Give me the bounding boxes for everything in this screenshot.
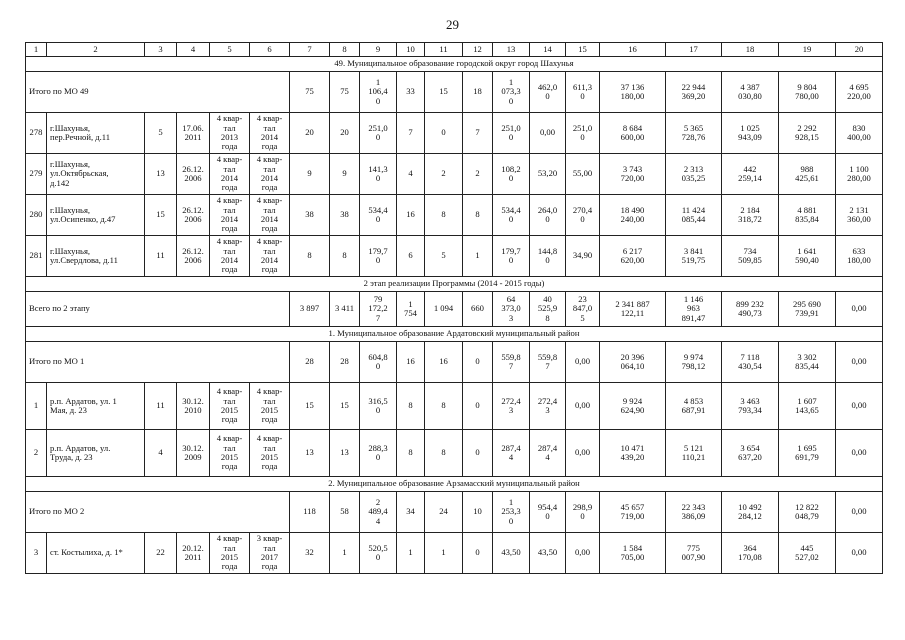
total-value: 45 657 719,00 [600,492,666,533]
data-cell: 20 [330,113,360,154]
data-cell: 270,4 0 [566,195,600,236]
total-row [26,292,883,327]
data-cell: 1 695 691,79 [779,430,836,477]
data-cell: 3 743 720,00 [600,154,666,195]
total-value: 295 690 739,91 [779,292,836,327]
column-number-cell: 12 [463,43,493,57]
total-value: 22 343 386,09 [666,492,722,533]
total-value: 559,8 7 [530,342,566,383]
total-label: Итого по МО 2 [26,492,290,533]
data-cell: 1 607 143,65 [779,383,836,430]
total-value: 3 411 [330,292,360,327]
data-cell: 4 квар- тал 2015 года [210,430,250,477]
data-cell: 2 292 928,15 [779,113,836,154]
data-cell: 4 881 835,84 [779,195,836,236]
data-cell: 830 400,00 [836,113,883,154]
total-value: 3 302 835,44 [779,342,836,383]
data-cell: 30.12. 2010 [177,383,210,430]
data-cell: 287,4 4 [530,430,566,477]
total-value: 0 [463,342,493,383]
data-cell: 0,00 [566,533,600,574]
data-cell: 3 841 519,75 [666,236,722,277]
total-value: 18 [463,72,493,113]
column-number-row [26,43,883,57]
row-number: 1 [26,383,47,430]
table-row [26,113,883,154]
total-value: 9 804 780,00 [779,72,836,113]
total-value: 24 [425,492,463,533]
column-number-cell: 3 [145,43,177,57]
data-cell: 0,00 [836,383,883,430]
row-number: 281 [26,236,47,277]
data-cell: 16 [397,195,425,236]
data-cell: 251,0 0 [360,113,397,154]
data-cell: 272,4 3 [493,383,530,430]
total-value: 604,8 0 [360,342,397,383]
data-cell: 8 [397,430,425,477]
data-cell: 17.06. 2011 [177,113,210,154]
total-value: 0,00 [566,342,600,383]
data-cell: 13 [145,154,177,195]
section-title-row [26,277,883,292]
table-row [26,154,883,195]
data-cell: 179,7 0 [360,236,397,277]
column-number-cell: 18 [722,43,779,57]
total-value: 0,00 [836,342,883,383]
data-cell: 5 121 110,21 [666,430,722,477]
total-value: 28 [330,342,360,383]
data-cell: 10 471 439,20 [600,430,666,477]
total-value: 33 [397,72,425,113]
table-row [26,533,883,574]
column-number-cell: 15 [566,43,600,57]
data-cell: 9 [290,154,330,195]
data-cell: 4 квар- тал 2015 года [250,430,290,477]
total-row [26,342,883,383]
address-cell: г.Шахунья, пер.Речной, д.11 [47,113,145,154]
data-cell: 43,50 [493,533,530,574]
data-cell: 26.12. 2006 [177,154,210,195]
table-row [26,430,883,477]
total-value: 75 [290,72,330,113]
column-number-cell: 2 [47,43,145,57]
address-cell: г.Шахунья, ул.Свердлова, д.11 [47,236,145,277]
column-number-cell: 16 [600,43,666,57]
total-label: Итого по МО 1 [26,342,290,383]
total-value: 462,0 0 [530,72,566,113]
data-cell: 141,3 0 [360,154,397,195]
column-number-cell: 14 [530,43,566,57]
column-number-cell: 6 [250,43,290,57]
data-cell: 4 квар- тал 2013 года [210,113,250,154]
section-title: 2. Муниципальное образование Арзамасский муниципальный район [26,477,883,492]
data-cell: 534,4 0 [493,195,530,236]
housing-program-table [25,42,883,574]
data-cell: 0 [463,383,493,430]
data-cell: 38 [290,195,330,236]
section-title: 2 этап реализации Программы (2014 - 2015 годы) [26,277,883,292]
total-value: 9 974 798,12 [666,342,722,383]
data-cell: 445 527,02 [779,533,836,574]
data-cell: 15 [290,383,330,430]
data-cell: 8 [397,383,425,430]
total-value: 2 341 887 122,11 [600,292,666,327]
data-cell: 26.12. 2006 [177,236,210,277]
total-value: 0,00 [836,292,883,327]
data-cell: 520,5 0 [360,533,397,574]
total-value: 28 [290,342,330,383]
data-cell: 3 654 637,20 [722,430,779,477]
data-cell: 15 [145,195,177,236]
table-row [26,195,883,236]
address-cell: р.п. Ардатов, ул. 1 Мая, д. 23 [47,383,145,430]
total-value: 10 [463,492,493,533]
total-value: 559,8 7 [493,342,530,383]
column-number-cell: 11 [425,43,463,57]
data-cell: 3 463 793,34 [722,383,779,430]
data-cell: 534,4 0 [360,195,397,236]
data-cell: 1 [330,533,360,574]
data-cell: 8 [290,236,330,277]
page-number: 29 [446,17,459,32]
column-number-cell: 10 [397,43,425,57]
total-value: 75 [330,72,360,113]
column-number-cell: 1 [26,43,47,57]
table-row [26,236,883,277]
column-number-cell: 20 [836,43,883,57]
data-cell: 26.12. 2006 [177,195,210,236]
section-title-row [26,327,883,342]
total-value: 611,3 0 [566,72,600,113]
data-cell: 364 170,08 [722,533,779,574]
total-value: 3 897 [290,292,330,327]
data-cell: 108,2 0 [493,154,530,195]
data-cell: 8 [425,195,463,236]
total-value: 10 492 284,12 [722,492,779,533]
total-value: 954,4 0 [530,492,566,533]
data-cell: 4 квар- тал 2014 года [210,236,250,277]
data-cell: 2 184 318,72 [722,195,779,236]
data-cell: 0,00 [566,383,600,430]
total-value: 34 [397,492,425,533]
table-row [26,383,883,430]
row-number: 278 [26,113,47,154]
data-cell: 4 квар- тал 2015 года [210,533,250,574]
data-cell: 55,00 [566,154,600,195]
data-cell: 20 [290,113,330,154]
total-value: 58 [330,492,360,533]
total-value: 1 094 [425,292,463,327]
data-cell: 8 684 600,00 [600,113,666,154]
total-value: 1 073,3 0 [493,72,530,113]
data-cell: 442 259,14 [722,154,779,195]
data-cell: 43,50 [530,533,566,574]
total-value: 7 118 430,54 [722,342,779,383]
total-value: 40 525,9 8 [530,292,566,327]
data-cell: 4 квар- тал 2014 года [210,154,250,195]
address-cell: г.Шахунья, ул.Октябрьская, д.142 [47,154,145,195]
total-value: 1 146 963 891,47 [666,292,722,327]
data-cell: 4 квар- тал 2015 года [210,383,250,430]
data-cell: 0 [463,533,493,574]
total-row [26,72,883,113]
data-cell: 264,0 0 [530,195,566,236]
column-number-cell: 9 [360,43,397,57]
total-value: 0,00 [836,492,883,533]
data-cell: 5 [145,113,177,154]
data-cell: 11 424 085,44 [666,195,722,236]
data-cell: 5 365 728,76 [666,113,722,154]
data-cell: 13 [290,430,330,477]
data-cell: 11 [145,383,177,430]
column-number-cell: 5 [210,43,250,57]
row-number: 280 [26,195,47,236]
data-cell: 1 [397,533,425,574]
data-cell: 13 [330,430,360,477]
total-value: 660 [463,292,493,327]
address-cell: г.Шахунья, ул.Осипенко, д.47 [47,195,145,236]
data-cell: 988 425,61 [779,154,836,195]
data-cell: 2 131 360,00 [836,195,883,236]
data-cell: 1 [425,533,463,574]
data-cell: 0,00 [836,533,883,574]
data-cell: 2 313 035,25 [666,154,722,195]
data-cell: 1 641 590,40 [779,236,836,277]
column-number-cell: 19 [779,43,836,57]
column-number-cell: 13 [493,43,530,57]
data-cell: 316,5 0 [360,383,397,430]
data-cell: 4 квар- тал 2014 года [250,154,290,195]
total-value: 1 253,3 0 [493,492,530,533]
column-number-cell: 7 [290,43,330,57]
total-value: 1 106,4 0 [360,72,397,113]
data-cell: 4 квар- тал 2015 года [250,383,290,430]
data-cell: 0,00 [566,430,600,477]
data-cell: 30.12. 2009 [177,430,210,477]
data-cell: 2 [425,154,463,195]
data-cell: 1 [463,236,493,277]
total-value: 64 373,0 3 [493,292,530,327]
data-cell: 8 [425,383,463,430]
total-row [26,492,883,533]
column-number-cell: 8 [330,43,360,57]
data-cell: 0 [425,113,463,154]
data-cell: 11 [145,236,177,277]
data-cell: 251,0 0 [566,113,600,154]
data-cell: 6 [397,236,425,277]
data-cell: 775 007,90 [666,533,722,574]
total-value: 16 [425,342,463,383]
data-cell: 1 100 280,00 [836,154,883,195]
data-cell: 272,4 3 [530,383,566,430]
data-cell: 1 584 705,00 [600,533,666,574]
total-value: 298,9 0 [566,492,600,533]
section-title-row [26,57,883,72]
column-number-cell: 4 [177,43,210,57]
address-cell: ст. Костылиха, д. 1* [47,533,145,574]
section-title: 1. Муниципальное образование Ардатовский муниципальный район [26,327,883,342]
data-cell: 0,00 [530,113,566,154]
data-cell: 15 [330,383,360,430]
total-value: 1 754 [397,292,425,327]
data-cell: 4 [145,430,177,477]
data-cell: 734 509,85 [722,236,779,277]
total-value: 79 172,2 7 [360,292,397,327]
data-cell: 251,0 0 [493,113,530,154]
total-value: 16 [397,342,425,383]
total-value: 118 [290,492,330,533]
total-value: 12 822 048,79 [779,492,836,533]
total-value: 899 232 490,73 [722,292,779,327]
total-value: 4 387 030,80 [722,72,779,113]
data-cell: 32 [290,533,330,574]
data-cell: 4 квар- тал 2014 года [210,195,250,236]
total-value: 2 489,4 4 [360,492,397,533]
total-value: 37 136 180,00 [600,72,666,113]
data-cell: 4 квар- тал 2014 года [250,236,290,277]
data-cell: 633 180,00 [836,236,883,277]
row-number: 2 [26,430,47,477]
column-number-cell: 17 [666,43,722,57]
data-cell: 7 [463,113,493,154]
data-cell: 9 924 624,90 [600,383,666,430]
data-cell: 34,90 [566,236,600,277]
data-cell: 4 квар- тал 2014 года [250,195,290,236]
section-title-row [26,477,883,492]
data-cell: 5 [425,236,463,277]
data-cell: 20.12. 2011 [177,533,210,574]
address-cell: р.п. Ардатов, ул. Труда, д. 23 [47,430,145,477]
data-cell: 0 [463,430,493,477]
total-value: 15 [425,72,463,113]
data-cell: 2 [463,154,493,195]
data-cell: 4 квар- тал 2014 года [250,113,290,154]
total-label: Всего по 2 этапу [26,292,290,327]
data-cell: 4 [397,154,425,195]
total-value: 23 847,0 5 [566,292,600,327]
data-cell: 1 025 943,09 [722,113,779,154]
data-cell: 3 квар- тал 2017 года [250,533,290,574]
data-cell: 22 [145,533,177,574]
total-value: 22 944 369,20 [666,72,722,113]
data-cell: 4 853 687,91 [666,383,722,430]
data-cell: 8 [463,195,493,236]
data-cell: 8 [425,430,463,477]
total-value: 4 695 220,00 [836,72,883,113]
data-cell: 144,8 0 [530,236,566,277]
row-number: 279 [26,154,47,195]
data-cell: 288,3 0 [360,430,397,477]
data-cell: 8 [330,236,360,277]
data-cell: 53,20 [530,154,566,195]
data-cell: 18 490 240,00 [600,195,666,236]
data-cell: 38 [330,195,360,236]
data-cell: 179,7 0 [493,236,530,277]
data-cell: 0,00 [836,430,883,477]
data-cell: 6 217 620,00 [600,236,666,277]
data-cell: 7 [397,113,425,154]
total-value: 20 396 064,10 [600,342,666,383]
data-cell: 9 [330,154,360,195]
section-title: 49. Муниципальное образование городской округ город Шахунья [26,57,883,72]
row-number: 3 [26,533,47,574]
total-label: Итого по МО 49 [26,72,290,113]
data-cell: 287,4 4 [493,430,530,477]
